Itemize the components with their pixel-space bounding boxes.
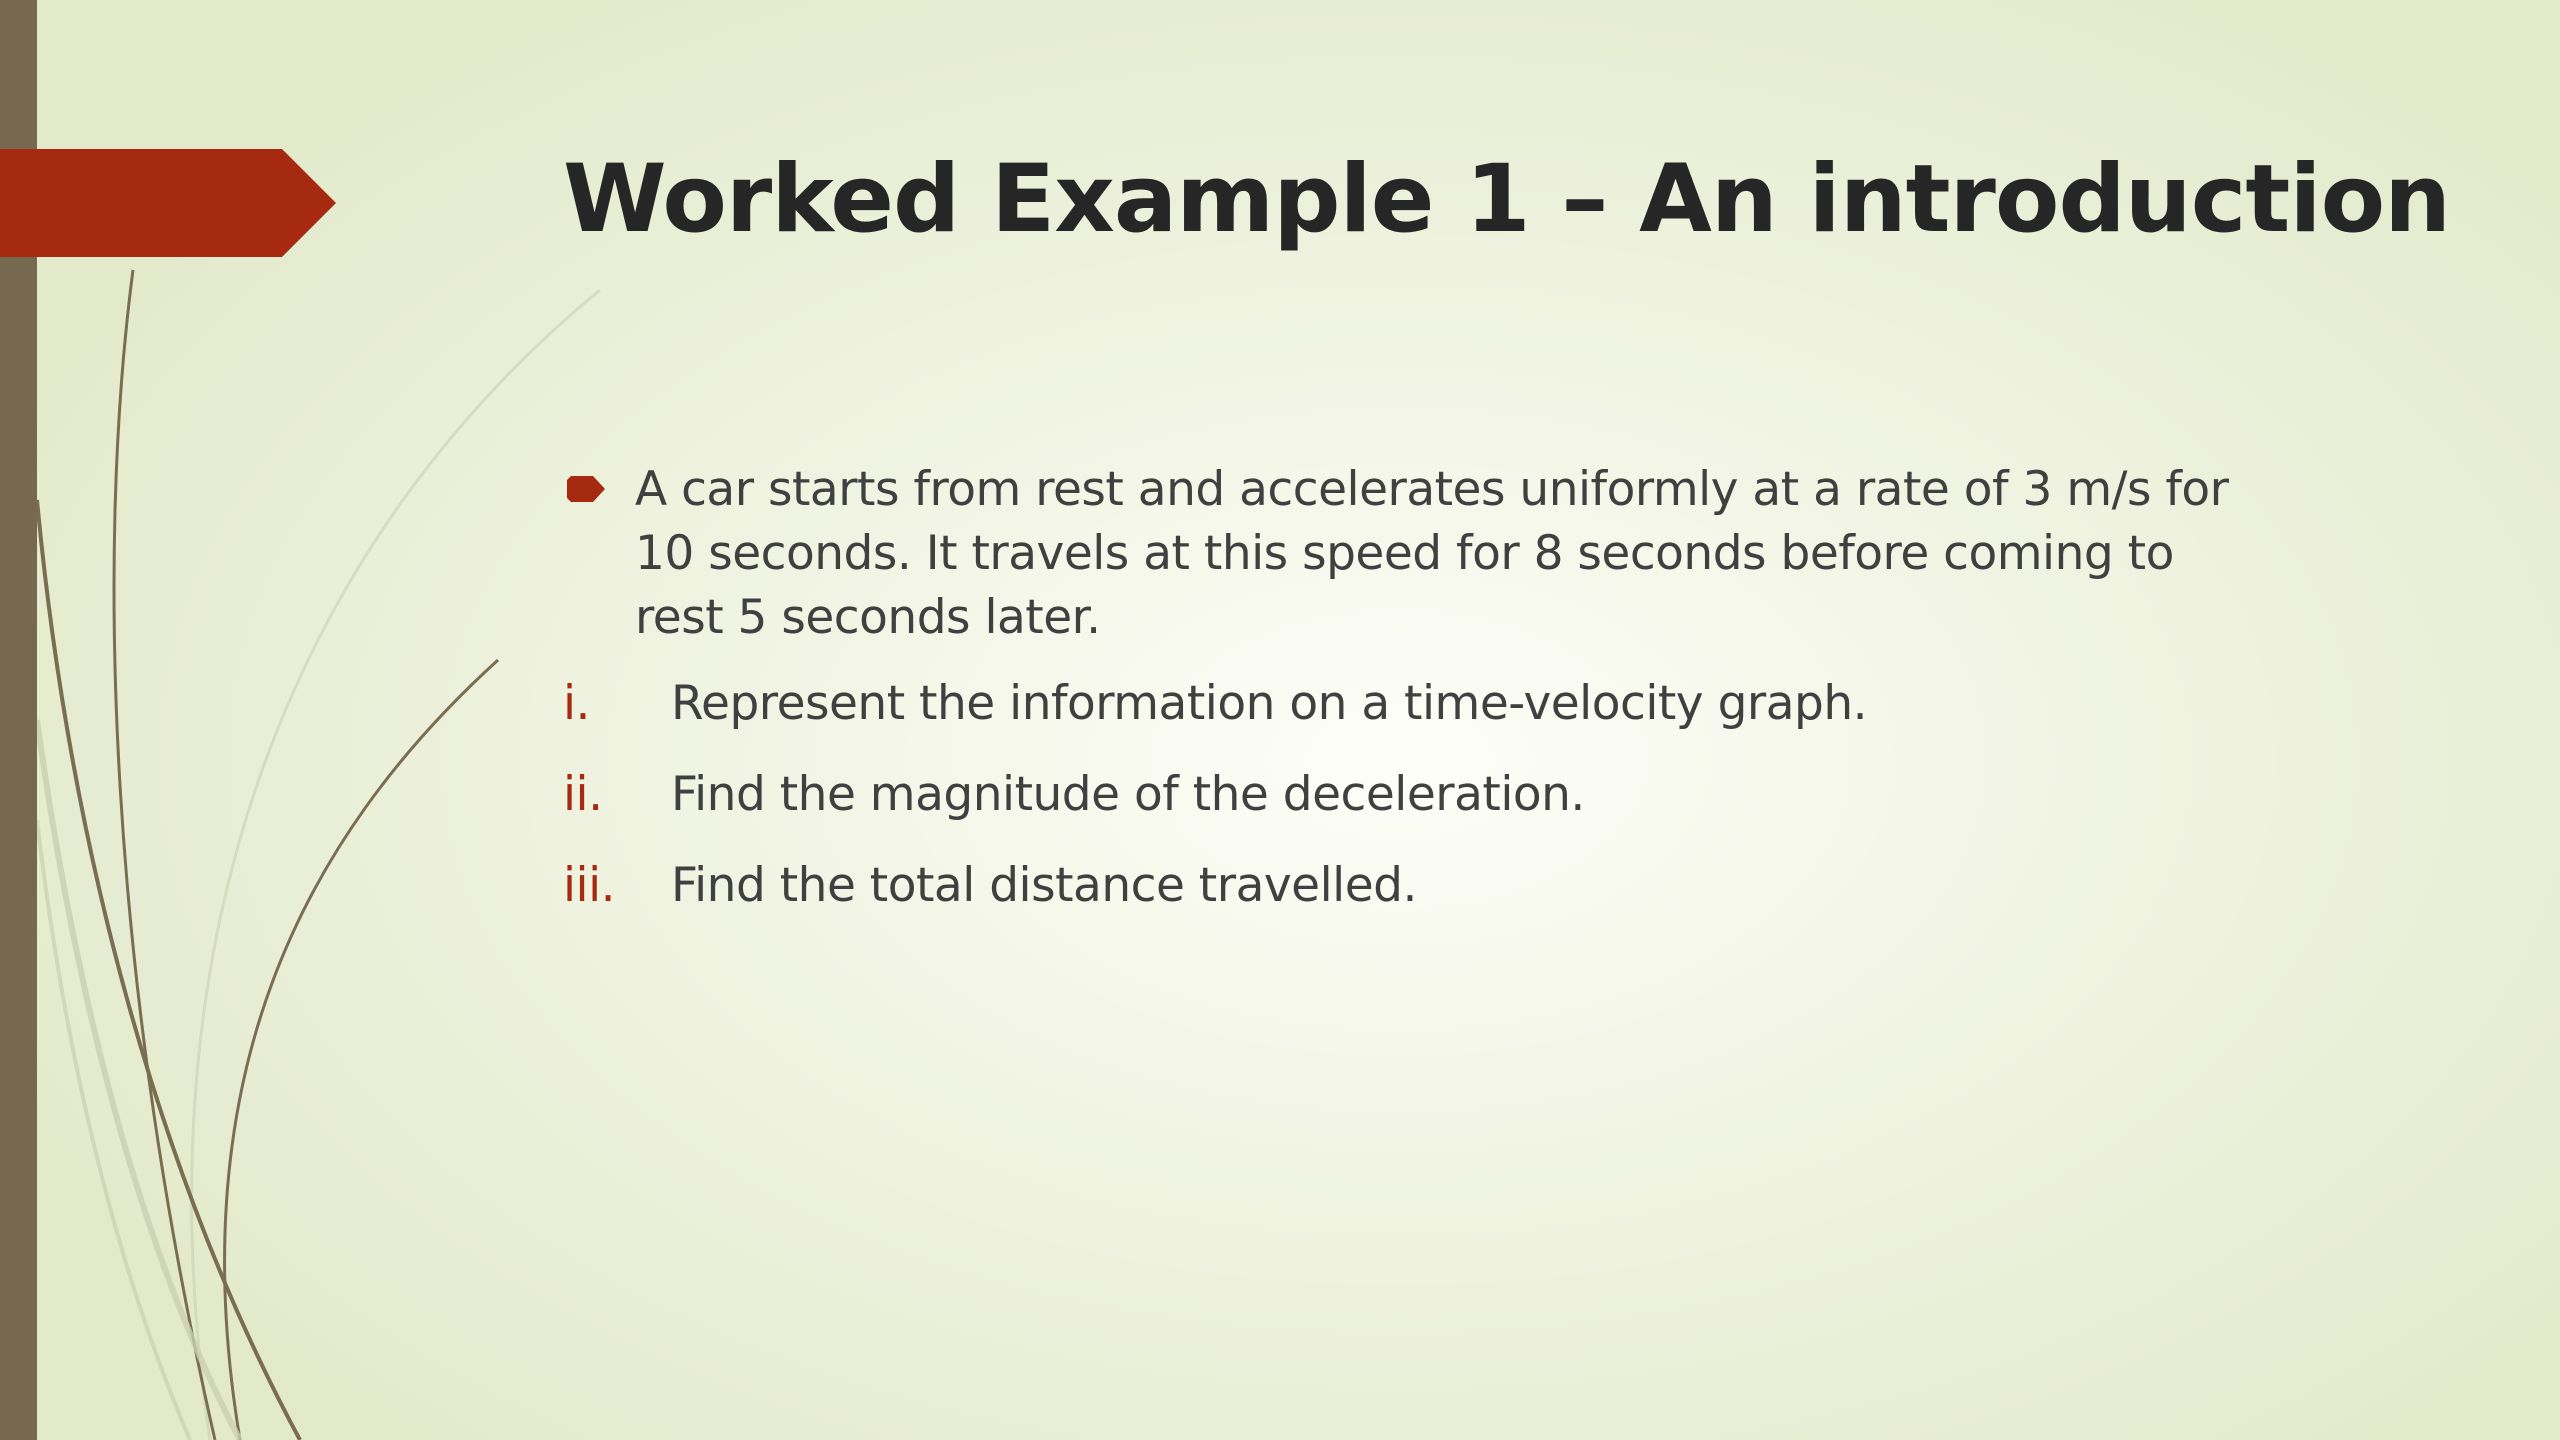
problem-statement xyxy=(563,458,2443,650)
list-marker: i. xyxy=(563,676,590,731)
arrow-bullet-icon xyxy=(567,476,605,502)
slide-title: Worked Example 1 – An introduction xyxy=(563,145,2451,254)
problem-line-2: 10 seconds. It travels at this speed for 8 seconds before coming to xyxy=(635,526,2174,581)
problem-line-1: A car starts from rest and accelerates uniformly at a rate of 3 m/s for xyxy=(635,462,2229,517)
slide-content xyxy=(563,458,2443,945)
list-marker: iii. xyxy=(563,858,616,913)
title-arrow-shape xyxy=(0,149,336,257)
list-item xyxy=(563,763,2443,827)
list-item-text: Represent the information on a time-velocity graph. xyxy=(671,676,1868,731)
list-item xyxy=(563,854,2443,918)
list-item xyxy=(563,672,2443,736)
list-item-text: Find the magnitude of the deceleration. xyxy=(671,767,1585,822)
list-item-text: Find the total distance travelled. xyxy=(671,858,1417,913)
problem-line-3: rest 5 seconds later. xyxy=(635,590,1101,645)
question-list xyxy=(563,672,2443,918)
list-marker: ii. xyxy=(563,767,603,822)
